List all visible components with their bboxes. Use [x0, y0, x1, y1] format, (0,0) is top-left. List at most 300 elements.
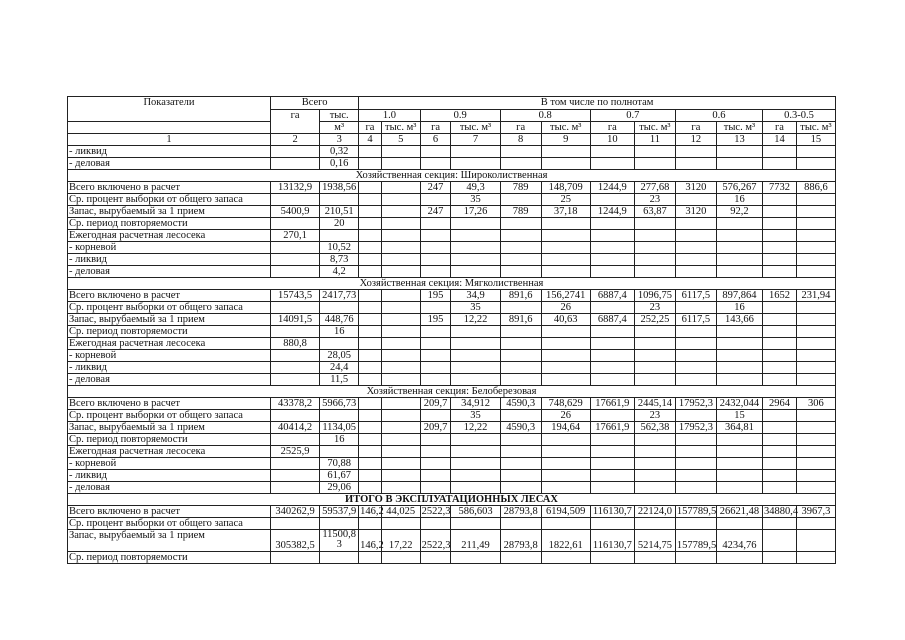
table-cell: [675, 410, 716, 422]
table-row: [68, 398, 836, 410]
table-cell: [271, 146, 320, 158]
table-cell: [590, 242, 634, 254]
table-cell: [541, 230, 590, 242]
table-cell: 247: [420, 206, 451, 218]
header-indicators: Показатели: [68, 97, 271, 122]
table-cell: [675, 458, 716, 470]
table-cell: [796, 530, 835, 552]
header-density-5: 0.6: [675, 110, 762, 122]
table-cell: 26: [541, 410, 590, 422]
table-cell: [420, 374, 451, 386]
table-cell: [359, 470, 382, 482]
row-label: Всего включено в расчет: [68, 506, 271, 518]
table-cell: 562,38: [634, 422, 675, 434]
table-cell: [763, 146, 797, 158]
table-cell: 157789,5: [675, 530, 716, 552]
table-cell: [675, 326, 716, 338]
table-cell: [763, 266, 797, 278]
row-label: - ликвид: [68, 146, 271, 158]
table-cell: [763, 350, 797, 362]
table-cell: [796, 326, 835, 338]
table-row: [68, 374, 836, 386]
table-cell: 49,3: [451, 182, 500, 194]
table-cell: [634, 350, 675, 362]
row-label: - деловая: [68, 266, 271, 278]
row-label: Ср. период повторяемости: [68, 326, 271, 338]
cell-line-top: 11500,8: [322, 529, 357, 540]
column-number: 10: [590, 134, 634, 146]
table-cell: 40414,2: [271, 422, 320, 434]
table-cell: [590, 350, 634, 362]
table-row: [68, 434, 836, 446]
table-cell: [359, 350, 382, 362]
table-cell: [590, 410, 634, 422]
column-number: 11: [634, 134, 675, 146]
table-cell: [763, 482, 797, 494]
table-cell: [500, 158, 541, 170]
table-cell: [675, 338, 716, 350]
table-cell: [381, 218, 420, 230]
table-cell: 17661,9: [590, 398, 634, 410]
table-cell: 63,87: [634, 206, 675, 218]
section-header-row: [68, 278, 836, 290]
column-number: 9: [541, 134, 590, 146]
header-unit-thous-m3: тыс. м³: [451, 122, 500, 134]
table-cell: 880,8: [271, 338, 320, 350]
table-cell: [716, 218, 762, 230]
table-cell: 146,2: [359, 530, 382, 552]
table-row: [68, 326, 836, 338]
table-cell: [381, 410, 420, 422]
table-cell: 5400,9: [271, 206, 320, 218]
row-label: Ежегодная расчетная лесосека: [68, 338, 271, 350]
table-cell: [763, 458, 797, 470]
table-cell: [359, 158, 382, 170]
table-cell: [359, 482, 382, 494]
table-cell: [451, 350, 500, 362]
column-number: 3: [320, 134, 359, 146]
table-cell: 2522,3: [420, 530, 451, 552]
row-label: Всего включено в расчет: [68, 290, 271, 302]
table-cell: 11,5: [320, 374, 359, 386]
table-cell: [451, 146, 500, 158]
table-cell: [796, 350, 835, 362]
row-label: - корневой: [68, 350, 271, 362]
row-label: Ср. процент выборки от общего запаса: [68, 194, 271, 206]
table-cell: [590, 218, 634, 230]
table-cell: 17,22: [381, 530, 420, 552]
row-label: Всего включено в расчет: [68, 398, 271, 410]
table-cell: 10,52: [320, 242, 359, 254]
header-unit-ha: га: [420, 122, 451, 134]
table-cell: [796, 518, 835, 530]
table-cell: 7732: [763, 182, 797, 194]
table-cell: [451, 374, 500, 386]
table-cell: [796, 194, 835, 206]
table-cell: 1938,56: [320, 182, 359, 194]
table-cell: 586,603: [451, 506, 500, 518]
column-number: 8: [500, 134, 541, 146]
table-cell: [763, 518, 797, 530]
header-unit-thous-m3: тыс. м³: [716, 122, 762, 134]
table-cell: [420, 218, 451, 230]
table-cell-split: [320, 530, 359, 552]
table-cell: [716, 518, 762, 530]
column-number: 15: [796, 134, 835, 146]
total-title: ИТОГО В ЭКСПЛУАТАЦИОННЫХ ЛЕСАХ: [68, 494, 836, 506]
table-cell: [716, 158, 762, 170]
table-row: [68, 146, 836, 158]
table-cell: [381, 362, 420, 374]
table-cell: [675, 302, 716, 314]
table-cell: [763, 218, 797, 230]
table-cell: 789: [500, 206, 541, 218]
row-label: Ежегодная расчетная лесосека: [68, 230, 271, 242]
table-cell: [716, 266, 762, 278]
header-total-m3: м³: [320, 122, 359, 134]
header-unit-thous-m3: тыс. м³: [796, 122, 835, 134]
table-cell: [634, 362, 675, 374]
table-cell: [716, 446, 762, 458]
table-cell: 17661,9: [590, 422, 634, 434]
table-cell: [634, 338, 675, 350]
table-cell: [420, 146, 451, 158]
table-cell: 2417,73: [320, 290, 359, 302]
row-label: - ликвид: [68, 470, 271, 482]
table-cell: [590, 338, 634, 350]
table-cell: [420, 254, 451, 266]
table-cell: [381, 158, 420, 170]
table-cell: 1244,9: [590, 206, 634, 218]
table-row: [68, 482, 836, 494]
table-cell: [320, 446, 359, 458]
table-cell: [451, 458, 500, 470]
table-cell: [420, 362, 451, 374]
table-cell: 891,6: [500, 314, 541, 326]
table-cell: [451, 266, 500, 278]
table-cell: [451, 446, 500, 458]
table-cell: [634, 218, 675, 230]
header-by-density: В том числе по полнотам: [359, 97, 836, 110]
table-cell: [500, 266, 541, 278]
table-cell: 43378,2: [271, 398, 320, 410]
table-cell: [271, 158, 320, 170]
table-cell: [763, 326, 797, 338]
table-cell: [675, 350, 716, 362]
table-cell: [675, 518, 716, 530]
table-cell: [420, 326, 451, 338]
table-cell: [381, 314, 420, 326]
table-cell: [359, 326, 382, 338]
table-cell: [634, 254, 675, 266]
table-cell: [763, 194, 797, 206]
table-cell: [796, 302, 835, 314]
table-cell: [763, 434, 797, 446]
table-cell: [359, 218, 382, 230]
table-cell: [590, 302, 634, 314]
table-cell: 20: [320, 218, 359, 230]
table-cell: 17952,3: [675, 398, 716, 410]
table-cell: [359, 290, 382, 302]
table-cell: 16: [716, 194, 762, 206]
table-cell: [590, 434, 634, 446]
table-cell: 1822,61: [541, 530, 590, 552]
table-cell: 1096,75: [634, 290, 675, 302]
table-cell: [359, 266, 382, 278]
table-row: [68, 518, 836, 530]
table-cell: 6117,5: [675, 290, 716, 302]
table-cell: [381, 458, 420, 470]
table-cell: [420, 470, 451, 482]
table-cell: 576,267: [716, 182, 762, 194]
table-row: [68, 350, 836, 362]
table-cell: [796, 362, 835, 374]
header-unit-ha: га: [500, 122, 541, 134]
table-cell: [271, 518, 320, 530]
table-cell: 17952,3: [675, 422, 716, 434]
table-row: [68, 194, 836, 206]
table-cell: [634, 446, 675, 458]
table-cell: 891,6: [500, 290, 541, 302]
table-cell: [675, 230, 716, 242]
table-cell: [796, 242, 835, 254]
header-unit-ha: га: [359, 122, 382, 134]
table-cell: [590, 470, 634, 482]
table-cell: [420, 266, 451, 278]
table-cell: [381, 146, 420, 158]
table-cell: 13132,9: [271, 182, 320, 194]
table-cell: 37,18: [541, 206, 590, 218]
row-label: Запас, вырубаемый за 1 прием: [68, 206, 271, 218]
table-cell: [420, 230, 451, 242]
table-cell: [634, 470, 675, 482]
table-cell: [763, 314, 797, 326]
column-number: 13: [716, 134, 762, 146]
table-cell: [675, 218, 716, 230]
table-cell: [359, 254, 382, 266]
table-cell: [541, 434, 590, 446]
table-cell: [541, 458, 590, 470]
row-label: - ликвид: [68, 362, 271, 374]
table-cell: [796, 314, 835, 326]
table-cell: [541, 518, 590, 530]
table-cell: [500, 302, 541, 314]
table-row: [68, 158, 836, 170]
row-label: Запас, вырубаемый за 1 прием: [68, 530, 271, 552]
table-cell: [716, 146, 762, 158]
table-cell: 26: [541, 302, 590, 314]
table-row: [68, 410, 836, 422]
table-cell: [590, 230, 634, 242]
table-cell: [451, 434, 500, 446]
table-cell: [381, 434, 420, 446]
header-unit-ha: га: [590, 122, 634, 134]
table-cell: [381, 230, 420, 242]
table-cell: [359, 242, 382, 254]
table-cell: 6887,4: [590, 290, 634, 302]
column-number: 5: [381, 134, 420, 146]
table-cell: 211,49: [451, 530, 500, 552]
table-cell: [420, 194, 451, 206]
table-cell: 35: [451, 410, 500, 422]
table-cell: [634, 158, 675, 170]
table-row: [68, 182, 836, 194]
table-cell: [359, 194, 382, 206]
table-cell: [271, 326, 320, 338]
table-cell: [796, 206, 835, 218]
table-cell: [500, 242, 541, 254]
table-cell: [716, 458, 762, 470]
table-cell: [796, 266, 835, 278]
table-cell: [763, 302, 797, 314]
table-cell: [381, 422, 420, 434]
table-cell: [796, 230, 835, 242]
row-label: Ср. процент выборки от общего запаса: [68, 302, 271, 314]
table-cell: [420, 458, 451, 470]
table-cell: [796, 482, 835, 494]
table-cell: [271, 194, 320, 206]
table-cell: [271, 482, 320, 494]
table-cell: [271, 266, 320, 278]
table-cell: [763, 422, 797, 434]
table-cell: [716, 338, 762, 350]
table-cell: [359, 302, 382, 314]
table-cell: 2522,3: [421, 506, 451, 517]
table-cell: [320, 552, 359, 564]
table-cell: [796, 458, 835, 470]
table-cell: [381, 552, 420, 564]
table-cell: [500, 458, 541, 470]
table-cell: [675, 158, 716, 170]
table-cell: 195: [420, 290, 451, 302]
column-number: 1: [68, 134, 271, 146]
table-row: [68, 230, 836, 242]
header-total-ha: га: [271, 110, 320, 134]
header-density-2: 0.9: [420, 110, 500, 122]
table-cell: 4,2: [320, 266, 359, 278]
table-cell: 340262,9: [271, 506, 320, 518]
table-cell: [675, 266, 716, 278]
header-density-4: 0.7: [590, 110, 675, 122]
table-cell: 6117,5: [675, 314, 716, 326]
table-cell: 209,7: [420, 422, 451, 434]
row-label: Ср. период повторяемости: [68, 434, 271, 446]
row-label: - корневой: [68, 242, 271, 254]
table-cell: 24,4: [320, 362, 359, 374]
table-cell: 157789,5: [676, 506, 717, 517]
table-cell: [634, 326, 675, 338]
column-number: 7: [451, 134, 500, 146]
table-cell: [541, 146, 590, 158]
section-title: Хозяйственная секция: Широколиственная: [68, 170, 836, 182]
table-cell: [796, 254, 835, 266]
table-cell: 23: [634, 302, 675, 314]
table-cell: [675, 470, 716, 482]
table-cell: 210,51: [320, 206, 359, 218]
table-cell: [590, 266, 634, 278]
table-cell: [590, 552, 634, 564]
table-cell: [359, 374, 382, 386]
table-cell: [500, 434, 541, 446]
table-cell: [420, 518, 451, 530]
table-cell: [716, 242, 762, 254]
table-cell: [541, 326, 590, 338]
table-cell: [541, 338, 590, 350]
table-cell: [716, 254, 762, 266]
table-cell: 2964: [763, 398, 797, 410]
header-unit-thous-m3: тыс. м³: [381, 122, 420, 134]
table-cell: [359, 362, 382, 374]
table-cell: 5214,75: [634, 530, 675, 552]
table-cell: [271, 552, 320, 564]
table-cell: [451, 254, 500, 266]
table-cell: [590, 482, 634, 494]
table-cell: [500, 350, 541, 362]
table-cell: [359, 146, 382, 158]
table-cell: 306: [796, 398, 835, 410]
table-cell: [590, 194, 634, 206]
row-label: Ср. период повторяемости: [68, 218, 271, 230]
table-row: [68, 552, 836, 564]
table-cell: [541, 350, 590, 362]
table-cell: 17,26: [451, 206, 500, 218]
table-cell: 61,67: [320, 470, 359, 482]
table-row: [68, 338, 836, 350]
header-unit-thous-m3: тыс. м³: [634, 122, 675, 134]
table-cell: 16: [320, 434, 359, 446]
table-cell: [359, 458, 382, 470]
table-cell: 270,1: [271, 230, 320, 242]
table-cell: [359, 398, 382, 410]
table-cell: 44,025: [381, 506, 420, 518]
table-cell: 59537,9: [320, 506, 359, 518]
table-cell: [500, 362, 541, 374]
table-cell: [716, 434, 762, 446]
column-number: 6: [420, 134, 451, 146]
table-cell: 364,81: [716, 422, 762, 434]
table-cell: [763, 530, 797, 552]
table-cell: [675, 242, 716, 254]
total-header-row: [68, 494, 836, 506]
table-cell: [451, 482, 500, 494]
table-cell: 28793,8: [500, 506, 541, 518]
table-cell: [381, 206, 420, 218]
table-cell: [359, 206, 382, 218]
table-cell: [451, 230, 500, 242]
table-cell: [271, 374, 320, 386]
table-cell: [271, 362, 320, 374]
table-cell: 29,06: [320, 482, 359, 494]
table-cell: 886,6: [796, 182, 835, 194]
table-cell: [451, 158, 500, 170]
table-cell: [634, 242, 675, 254]
table-cell: 897,864: [716, 290, 762, 302]
table-cell: [796, 158, 835, 170]
table-cell: [796, 422, 835, 434]
table-cell: [590, 362, 634, 374]
table-cell: [763, 410, 797, 422]
table-cell: [451, 242, 500, 254]
section-header-row: [68, 386, 836, 398]
table-cell: 40,63: [541, 314, 590, 326]
table-cell: [381, 326, 420, 338]
table-cell: 116130,7: [590, 530, 634, 552]
table-cell: [763, 242, 797, 254]
table-cell: [451, 552, 500, 564]
table-cell: [716, 362, 762, 374]
table-cell: [451, 518, 500, 530]
table-cell: 4590,3: [500, 398, 541, 410]
